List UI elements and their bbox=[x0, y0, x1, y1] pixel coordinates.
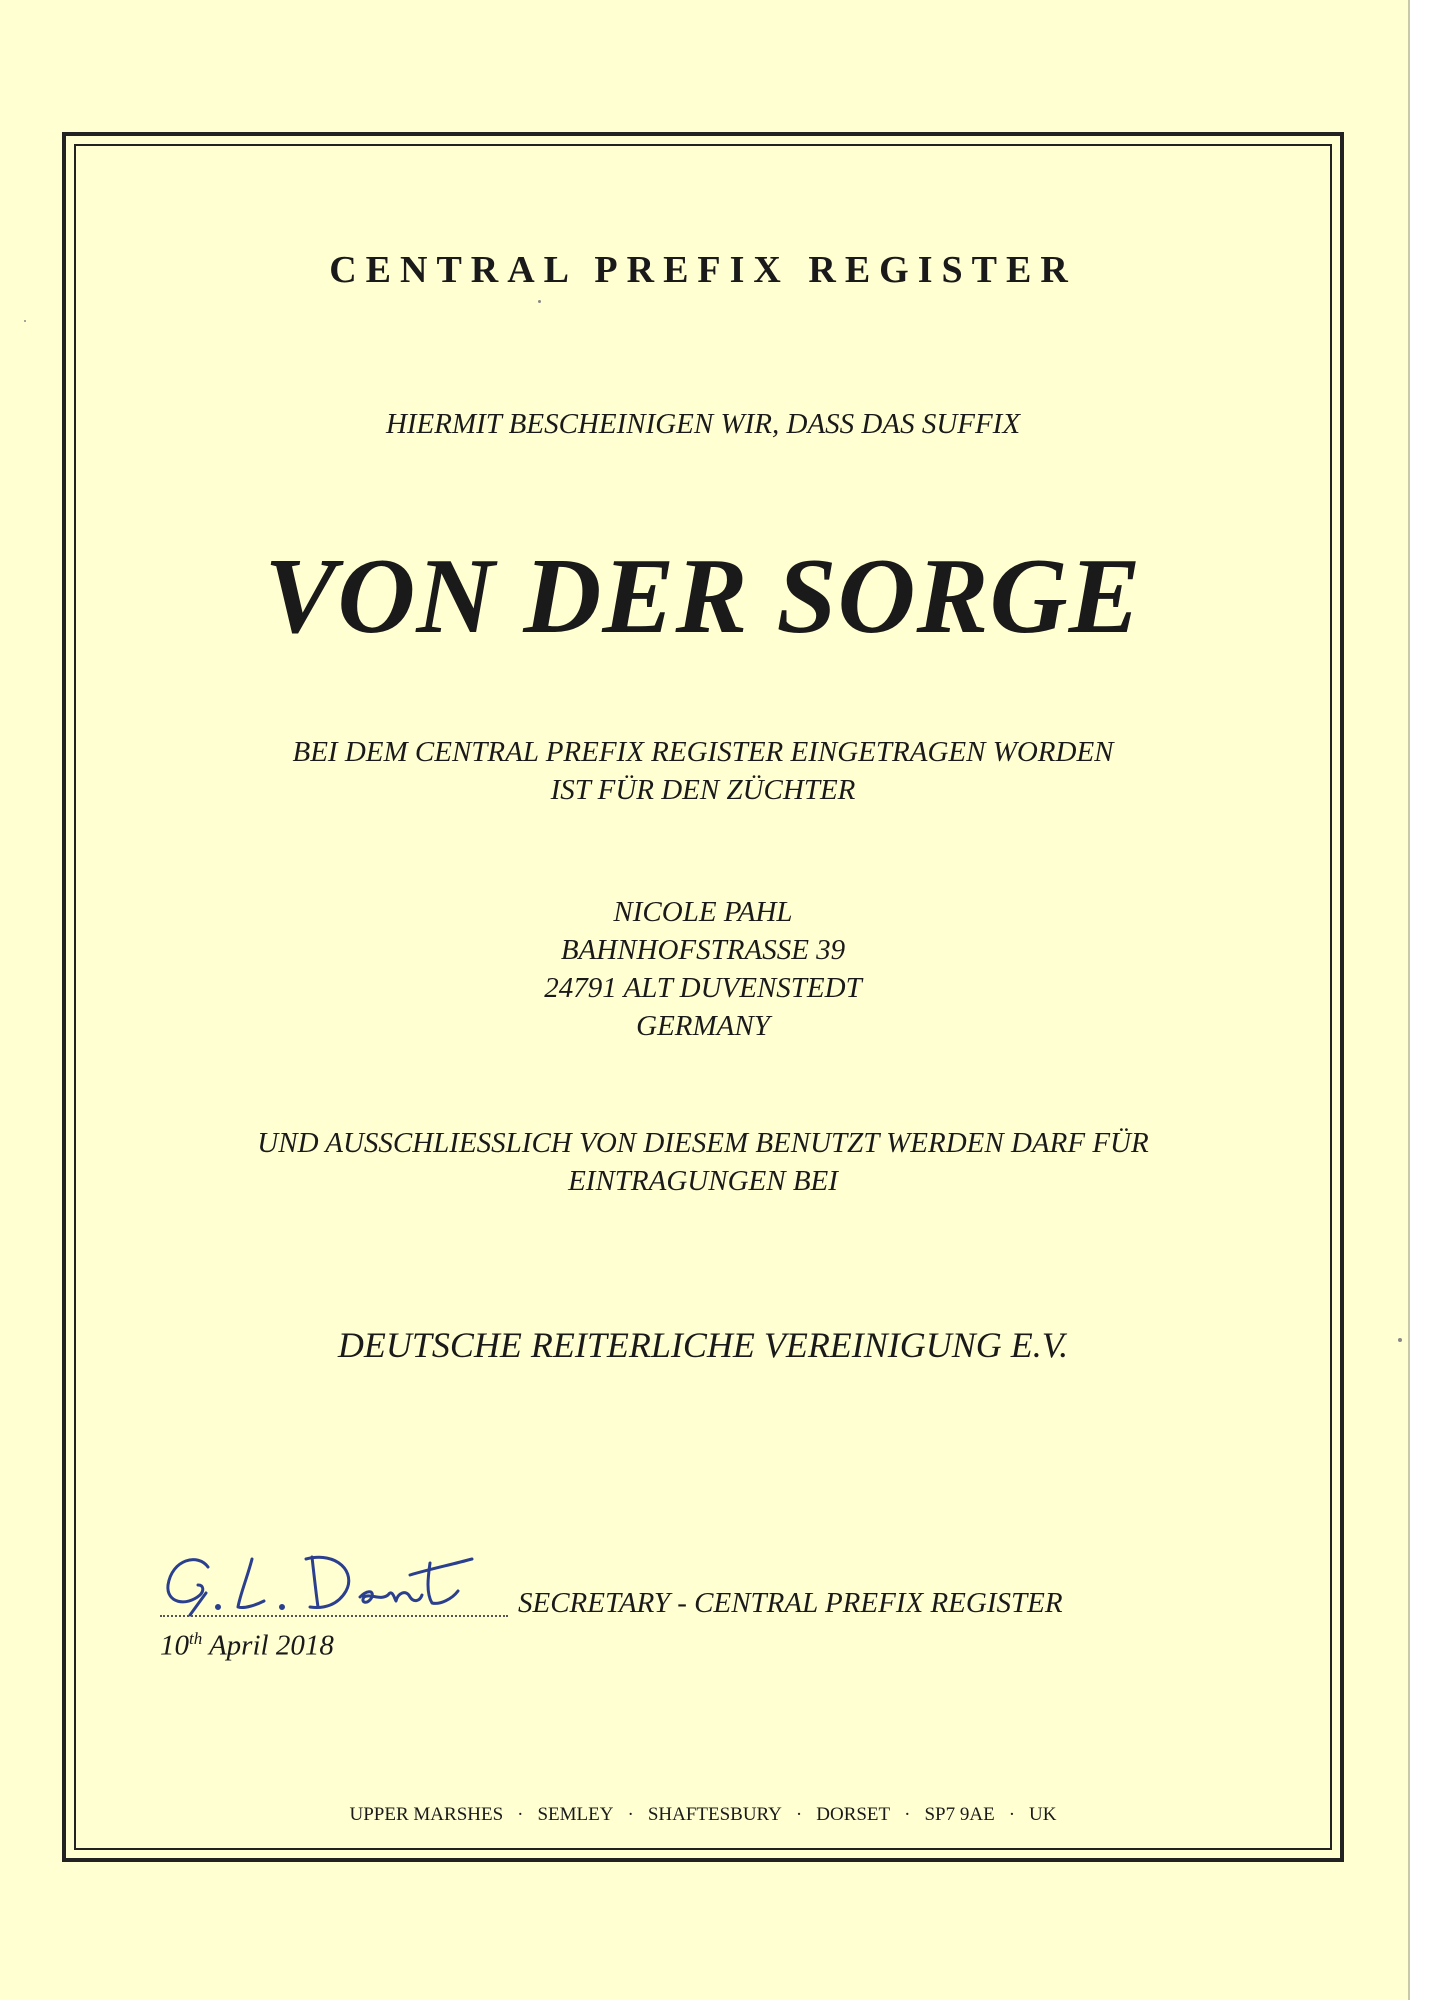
registration-text bbox=[74, 733, 1332, 809]
footer-part: SHAFTESBURY bbox=[647, 1804, 782, 1825]
footer-separator: · bbox=[1008, 1804, 1016, 1825]
certificate-title: CENTRAL PREFIX REGISTER bbox=[329, 249, 1077, 291]
date-month-year: April 2018 bbox=[202, 1629, 334, 1662]
signatory-role: SECRETARY - CENTRAL PREFIX REGISTER bbox=[518, 1587, 1063, 1619]
scanner-edge bbox=[1408, 0, 1454, 2000]
breeder-country: GERMANY bbox=[636, 1010, 770, 1042]
footer-address bbox=[74, 1804, 1332, 1826]
registration-line-2: IST FÜR DEN ZÜCHTER bbox=[550, 774, 856, 806]
breeder-city: 24791 ALT DUVENSTEDT bbox=[544, 972, 862, 1004]
footer-separator: · bbox=[795, 1804, 803, 1825]
organization-name: DEUTSCHE REITERLICHE VEREINIGUNG E.V. bbox=[337, 1325, 1069, 1365]
paper-speck bbox=[538, 300, 541, 303]
paper-speck bbox=[1398, 1338, 1402, 1342]
paper-speck bbox=[24, 320, 26, 322]
intro-text: HIERMIT BESCHEINIGEN WIR, DASS DAS SUFFIX bbox=[385, 408, 1021, 440]
footer-part: SEMLEY bbox=[537, 1804, 614, 1825]
date-day: 10 bbox=[160, 1629, 189, 1662]
breeder-address bbox=[74, 893, 1332, 1045]
breeder-name: NICOLE PAHL bbox=[613, 896, 793, 928]
footer-part: UK bbox=[1029, 1804, 1057, 1825]
registration-line-1: BEI DEM CENTRAL PREFIX REGISTER EINGETRAGEN WORDEN bbox=[292, 736, 1114, 768]
signature-block bbox=[160, 1545, 1160, 1662]
usage-text bbox=[74, 1124, 1332, 1200]
date-ordinal-suffix: th bbox=[189, 1629, 203, 1648]
footer-part: DORSET bbox=[816, 1804, 891, 1825]
footer-part: SP7 9AE bbox=[924, 1804, 995, 1825]
registered-suffix: VON DER SORGE bbox=[264, 537, 1142, 656]
issue-date bbox=[160, 1629, 334, 1663]
breeder-street: BAHNHOFSTRASSE 39 bbox=[560, 934, 846, 966]
usage-line-2: EINTRAGUNGEN BEI bbox=[568, 1165, 838, 1197]
signature-line bbox=[160, 1615, 508, 1617]
footer-separator: · bbox=[517, 1804, 524, 1825]
usage-line-1: UND AUSSCHLIESSLICH VON DIESEM BENUTZT WERDEN DARF FÜR bbox=[257, 1127, 1149, 1159]
footer-separator: · bbox=[627, 1804, 634, 1825]
footer-separator: · bbox=[904, 1804, 911, 1825]
footer-part: UPPER MARSHES bbox=[349, 1804, 504, 1825]
handwritten-signature bbox=[160, 1545, 510, 1625]
